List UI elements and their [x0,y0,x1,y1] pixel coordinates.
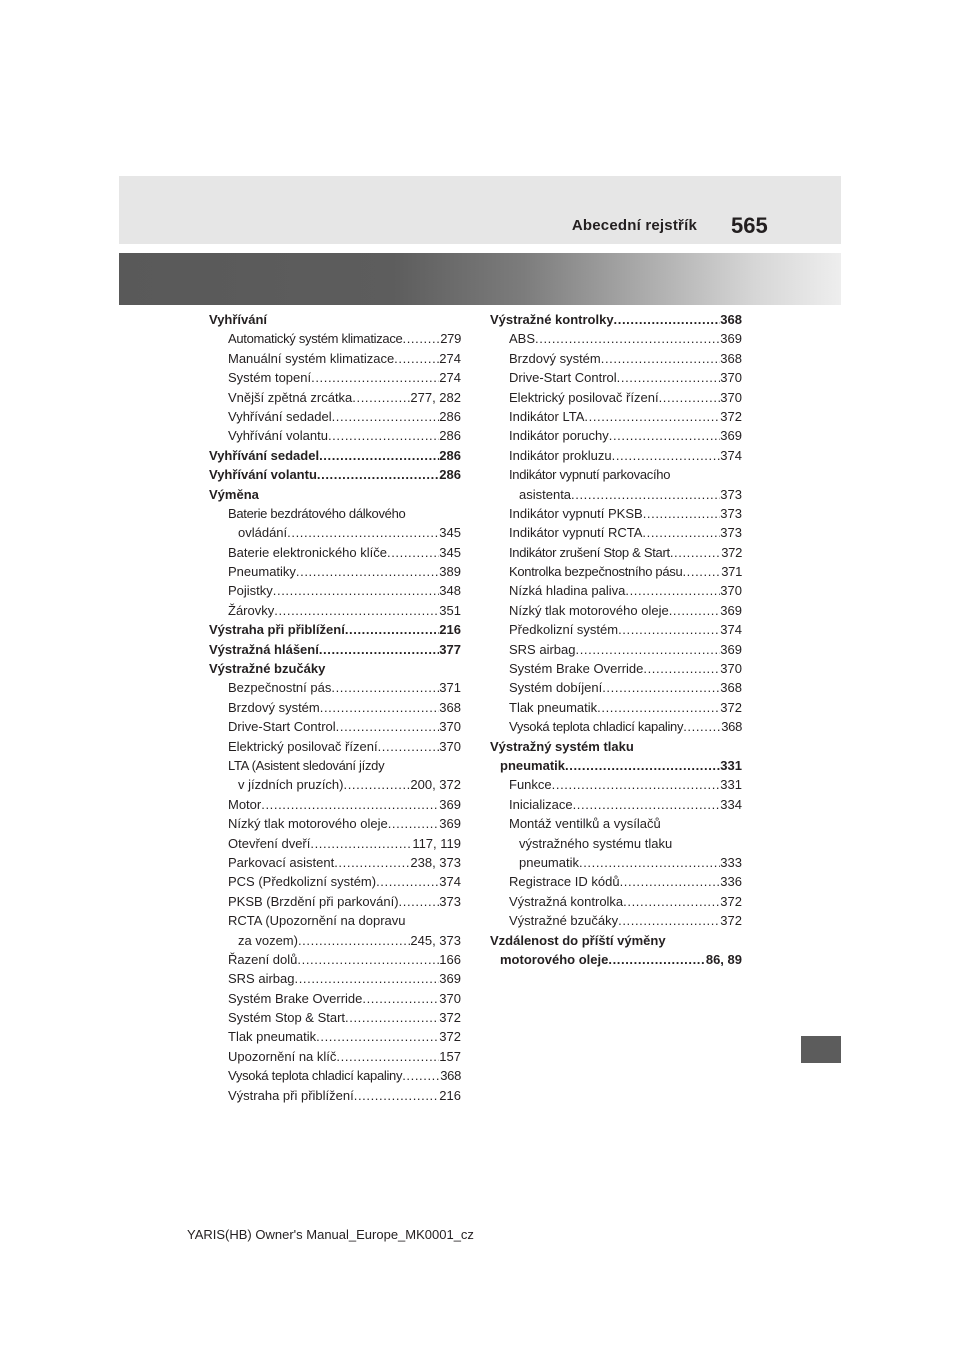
index-entry [490,737,742,756]
index-entry-label: Pojistky [228,583,273,599]
dot-leader [623,892,720,911]
dot-leader [682,562,721,581]
index-entry [209,698,461,717]
index-entry [490,523,742,542]
index-entry-label: Brzdový systém [228,699,320,715]
index-entry-label: výstražného systému tlaku [519,835,673,851]
index-entry-label: Nízký tlak motorového oleje [509,602,669,618]
dot-leader [643,504,721,523]
index-entry-pages: 373 [720,505,742,521]
index-entry-pages: 369 [720,331,742,347]
index-entry [490,756,742,775]
index-entry [209,1027,461,1046]
index-entry-pages: 117, 119 [412,835,461,851]
index-entry-label: Řazení dolů [228,951,298,967]
index-entry [209,504,461,523]
index-entry-pages: 371 [721,564,742,580]
index-entry [209,1086,461,1105]
index-entry-pages: 372 [721,544,742,560]
index-entry [209,640,461,659]
dot-leader [376,872,439,891]
index-entry [209,426,461,445]
index-entry-pages: 368 [439,699,461,715]
index-entry-label: motorového oleje [500,951,609,967]
dot-leader [362,989,439,1008]
index-entry [209,892,461,911]
index-entry-pages: 374 [439,874,461,890]
index-entry-label: Automatický systém klimatizace [228,331,403,347]
dot-leader [352,388,410,407]
index-entry-pages: 368 [720,680,742,696]
index-entry-pages: 370 [720,389,742,405]
index-entry-pages: 373 [439,893,461,909]
dot-leader [332,407,440,426]
index-entry-pages: 238, 373 [410,854,461,870]
index-entry-pages: 345 [439,544,461,560]
index-entry-label: Parkovací asistent [228,854,335,870]
index-entry-pages: 345 [439,525,461,541]
dot-leader [354,1086,440,1105]
index-entry-label: Předkolizní systém [509,622,619,638]
index-entry [490,368,742,387]
index-entry-label: Indikátor poruchy [509,428,609,444]
index-entry [209,310,461,329]
dot-leader [274,601,439,620]
index-entry-label: Indikátor vypnutí parkovacího [509,467,671,483]
index-entry-label: Indikátor prokluzu [509,447,612,463]
index-entry-label: Výstražné bzučáky [509,913,619,929]
dot-leader [669,601,721,620]
index-entry-pages: 334 [720,796,742,812]
index-entry [209,329,461,348]
index-entry-label: Systém Brake Override [509,661,644,677]
index-entry-pages: 369 [720,641,742,657]
dot-leader [311,368,439,387]
index-entry [490,388,742,407]
dot-leader [297,950,439,969]
dot-leader [601,349,721,368]
index-entry-pages: 166 [439,951,461,967]
index-entry-pages: 200, 372 [410,777,461,793]
index-entry [209,543,461,562]
index-entry [490,911,742,930]
header-gradient-bar [119,253,841,305]
index-entry [490,407,742,426]
dot-leader [399,892,440,911]
index-entry [490,640,742,659]
dot-leader [643,659,720,678]
index-entry-label: Výstražná hlášení [209,641,319,657]
index-entry-pages: 348 [439,583,461,599]
index-entry-label: Vysoká teplota chladicí kapaliny [228,1068,403,1084]
index-entry [490,892,742,911]
dot-leader [387,543,439,562]
page-number: 565 [731,213,768,238]
dot-leader [565,756,720,775]
index-entry [209,388,461,407]
index-entry [209,446,461,465]
index-entry-pages: 369 [439,816,461,832]
dot-leader [659,388,721,407]
index-entry-label: Indikátor LTA [509,408,585,424]
index-entry-label: Kontrolka bezpečnostního pásu [509,564,683,580]
index-entry-label: Výstražný systém tlaku [490,738,634,754]
index-entry-pages: 370 [720,661,742,677]
index-entry-pages: 372 [720,913,742,929]
index-entry-label: Nízký tlak motorového oleje [228,816,388,832]
index-entry-label: Vnější zpětná zrcátka [228,389,353,405]
index-entry [490,465,742,484]
dot-leader [336,717,440,736]
index-entry-label: Elektrický posilovač řízení [509,389,659,405]
index-entry-label: Otevření dveří [228,835,311,851]
index-entry [209,872,461,891]
index-entry-label: Motor [228,796,262,812]
index-entry-pages: 331 [720,757,742,773]
dot-leader [617,368,721,387]
index-entry-label: za vozem) [238,932,298,948]
index-entry [490,310,742,329]
index-entry-pages: 374 [720,447,742,463]
index-entry [490,659,742,678]
dot-leader [316,1027,439,1046]
index-entry-label: Výstražné bzučáky [209,661,326,677]
index-entry-label: Pneumatiky [228,564,296,580]
dot-leader [331,678,439,697]
index-entry [490,581,742,600]
dot-leader [575,640,720,659]
dot-leader [670,543,721,562]
dot-leader [579,853,720,872]
dot-leader [273,581,440,600]
dot-leader [602,678,720,697]
index-entry [490,678,742,697]
dot-leader [319,446,439,465]
index-entry-label: Žárovky [228,602,275,618]
dot-leader [310,834,412,853]
index-entry [490,717,742,736]
index-entry-pages: 370 [720,583,742,599]
index-entry [490,950,742,969]
index-entry [209,775,461,794]
index-entry-pages: 286 [439,447,461,463]
index-entry-label: pneumatik [500,757,566,773]
index-entry-label: SRS airbag [509,641,576,657]
index-entry-label: Vyhřívání sedadel [228,408,332,424]
index-entry-pages: 333 [720,854,742,870]
index-entry [209,1047,461,1066]
thumb-index-tab [801,1036,841,1063]
index-entry-pages: 369 [439,971,461,987]
dot-leader [620,872,721,891]
index-entry-pages: 86, 89 [705,951,742,967]
index-entry-pages: 331 [720,777,742,793]
index-entry [209,1066,461,1085]
index-entry-label: Vyhřívání volantu [228,428,328,444]
dot-leader [402,1066,440,1085]
index-entry [490,931,742,950]
dot-leader [403,329,441,348]
index-entry-pages: 351 [439,602,461,618]
index-entry-pages: 377 [439,641,461,657]
index-entry-label: PKSB (Brzdění při parkování) [228,893,399,909]
index-column-left [209,310,461,1105]
index-entry-label: PCS (Předkolizní systém) [228,874,377,890]
index-entry [209,717,461,736]
index-entry [490,601,742,620]
index-entry-label: SRS airbag [228,971,295,987]
index-entry [209,853,461,872]
index-entry [209,969,461,988]
index-entry-pages: 336 [720,874,742,890]
index-entry-label: Výměna [209,486,259,502]
dot-leader [320,698,440,717]
index-entry [209,523,461,542]
index-entry [490,426,742,445]
dot-leader [345,620,439,639]
index-entry-pages: 274 [439,370,461,386]
index-entry-pages: 368 [720,350,742,366]
index-entry-label: Vyhřívání [209,312,268,327]
dot-leader [597,698,720,717]
index-entry-label: Systém topení [228,370,312,386]
dot-leader [287,523,439,542]
dot-leader [296,562,439,581]
index-entry-pages: 370 [720,370,742,386]
dot-leader [298,931,410,950]
index-entry [490,853,742,872]
index-entry [209,601,461,620]
section-title: Abecední rejstřík [571,217,697,234]
index-entry-label: Vysoká teplota chladicí kapaliny [509,719,684,735]
index-entry [209,465,461,484]
dot-leader [612,446,721,465]
dot-leader [378,737,440,756]
index-entry [490,834,742,853]
dot-leader [317,465,439,484]
index-entry [209,407,461,426]
dot-leader [608,950,705,969]
index-entry [490,620,742,639]
index-entry-pages: 216 [439,1087,461,1103]
index-entry-label: asistenta [519,486,572,502]
index-entry-label: Bezpečnostní pás [228,680,332,696]
dot-leader [625,581,720,600]
index-entry-pages: 368 [720,312,742,327]
index-entry [209,834,461,853]
index-entry-pages: 369 [720,428,742,444]
index-entry-label: Tlak pneumatik [509,699,598,715]
index-entry-label: Baterie bezdrátového dálkového [228,505,406,521]
index-entry-pages: 374 [720,622,742,638]
index-entry [209,678,461,697]
index-entry-label: LTA (Asistent sledování jízdy [228,757,385,773]
dot-leader [618,620,720,639]
index-entry [209,620,461,639]
index-entry [490,872,742,891]
index-entry-pages: 369 [439,796,461,812]
index-entry-label: ovládání [238,525,288,541]
dot-leader [388,814,440,833]
dot-leader [573,795,721,814]
index-entry-label: Tlak pneumatik [228,1029,317,1045]
index-entry [209,485,461,504]
index-entry-label: Upozornění na klíč [228,1048,337,1064]
index-column-right [490,310,742,969]
index-entry-pages: 389 [439,564,461,580]
index-entry-label: Baterie elektronického klíče [228,544,387,560]
index-entry [209,562,461,581]
index-entry-label: Drive-Start Control [228,719,336,735]
dot-leader [319,640,439,659]
index-entry-label: Elektrický posilovač řízení [228,738,378,754]
dot-leader [294,969,439,988]
dot-leader [614,310,721,329]
index-entry-label: Vzdálenost do příští výměny [490,932,666,948]
index-entry-label: Brzdový systém [509,350,601,366]
index-entry [209,814,461,833]
index-entry-label: Systém Stop & Start [228,1010,346,1026]
index-entry-pages: 277, 282 [410,389,461,405]
index-entry [490,775,742,794]
index-entry-label: Systém Brake Override [228,990,363,1006]
index-entry-pages: 370 [439,738,461,754]
dot-leader [683,717,721,736]
index-entry [209,911,461,930]
index-entry [209,581,461,600]
index-entry-pages: 370 [439,719,461,735]
index-entry-pages: 372 [720,893,742,909]
index-entry [209,1008,461,1027]
index-entry-label: Výstražné kontrolky [490,312,614,327]
index-entry [490,349,742,368]
dot-leader [394,349,439,368]
index-entry [209,659,461,678]
index-entry-label: Inicializace [509,796,573,812]
index-entry [209,756,461,775]
index-entry-pages: 372 [439,1010,461,1026]
index-entry [490,562,742,581]
index-entry-pages: 157 [439,1048,461,1064]
index-entry [209,989,461,1008]
index-entry-pages: 286 [439,467,461,483]
dot-leader [535,329,720,348]
index-entry [209,737,461,756]
index-entry-pages: 368 [440,1068,461,1084]
dot-leader [642,523,720,542]
index-entry-pages: 371 [439,680,461,696]
index-entry-pages: 369 [720,602,742,618]
index-entry-pages: 372 [720,699,742,715]
index-entry [209,950,461,969]
index-entry-pages: 245, 373 [410,932,461,948]
index-entry-pages: 286 [439,408,461,424]
dot-leader [618,911,720,930]
index-entry-label: Vyhřívání volantu [209,467,317,483]
dot-leader [334,853,410,872]
index-entry-label: Indikátor zrušení Stop & Start [509,544,670,560]
index-entry-label: Montáž ventilků a vysílačů [509,816,661,832]
index-entry-label: ABS [509,331,536,347]
index-entry [490,446,742,465]
index-entry-pages: 279 [440,331,461,347]
index-entry-label: Výstraha při přiblížení [209,622,345,638]
index-entry-label: Registrace ID kódů [509,874,620,890]
dot-leader [609,426,721,445]
index-entry [209,795,461,814]
index-entry [490,485,742,504]
index-entry-label: RCTA (Upozornění na dopravu [228,913,406,929]
dot-leader [571,485,720,504]
index-entry-pages: 286 [439,428,461,444]
dot-leader [584,407,720,426]
dot-leader [552,775,721,794]
index-entry-label: v jízdních pruzích) [238,777,344,793]
index-entry [209,931,461,950]
dot-leader [344,775,411,794]
index-entry-pages: 368 [721,719,742,735]
index-entry-pages: 372 [439,1029,461,1045]
index-entry-pages: 372 [720,408,742,424]
index-entry-label: Výstraha při přiblížení [228,1087,354,1103]
index-entry-label: Drive-Start Control [509,370,617,386]
dot-leader [328,426,439,445]
index-entry [209,368,461,387]
dot-leader [345,1008,439,1027]
index-entry-pages: 373 [720,525,742,541]
index-entry-label: Systém dobíjení [509,680,603,696]
index-entry-label: Indikátor vypnutí PKSB [509,505,643,521]
index-entry [490,698,742,717]
index-entry [490,329,742,348]
index-entry-pages: 274 [439,350,461,366]
index-entry-label: Nízká hladina paliva [509,583,626,599]
index-entry [490,543,742,562]
index-entry [490,814,742,833]
dot-leader [261,795,439,814]
index-entry-label: Výstražná kontrolka [509,893,624,909]
dot-leader [336,1047,439,1066]
index-entry-pages: 370 [439,990,461,1006]
index-entry [490,504,742,523]
index-entry-label: Manuální systém klimatizace [228,350,395,366]
index-entry-label: pneumatik [519,854,579,870]
footer-text: YARIS(HB) Owner's Manual_Europe_MK0001_cz [187,1227,474,1242]
index-entry-pages: 216 [439,622,461,638]
index-entry-label: Funkce [509,777,552,793]
index-entry-label: Vyhřívání sedadel [209,447,320,463]
index-entry-pages: 373 [720,486,742,502]
index-entry [490,795,742,814]
index-entry [209,349,461,368]
index-entry-label: Indikátor vypnutí RCTA [509,525,643,541]
